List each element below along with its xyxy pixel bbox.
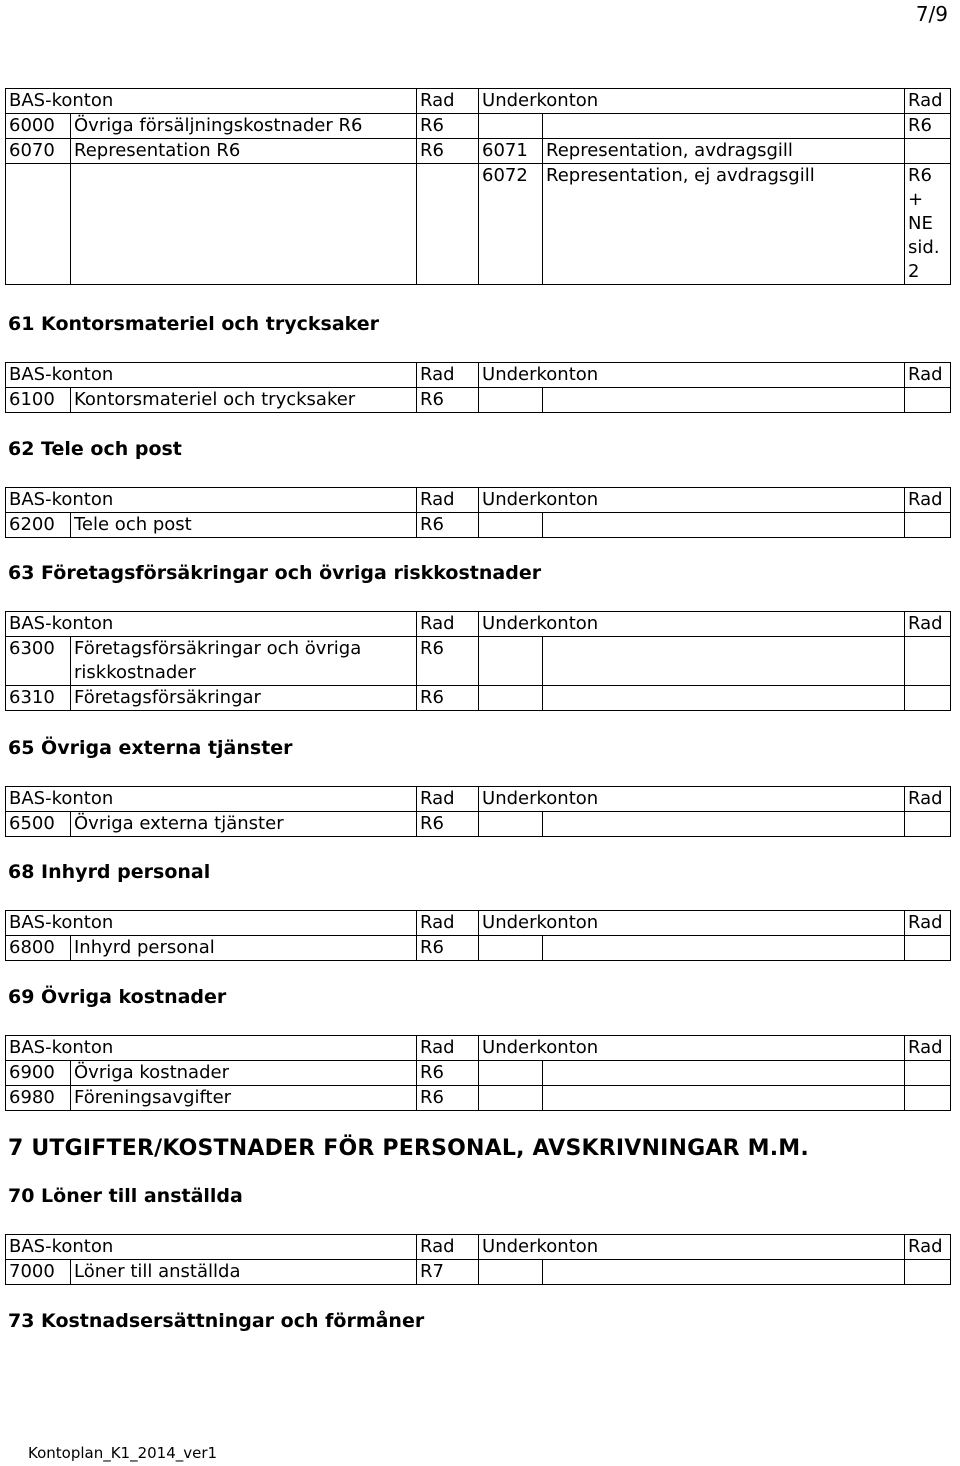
table-header-row [6,363,951,388]
rad-value [417,164,479,285]
col-header-bas-konton: BAS-konton [6,1235,417,1260]
subaccount-name: Representation, ej avdragsgill [543,164,905,285]
subaccount-rad [905,1061,951,1086]
subaccount-name [543,1086,905,1111]
account-number: 6070 [6,139,71,164]
account-number: 6500 [6,812,71,837]
account-name: Företagsförsäkringar och övriga riskkostnader [71,637,417,686]
page-number: 7/9 [915,2,948,26]
col-header-underkonton: Underkonton [479,911,905,936]
subaccount-name [543,812,905,837]
table-header-row [6,1036,951,1061]
rad-value: R6 [417,812,479,837]
subaccount-rad [905,388,951,413]
account-number: 6980 [6,1086,71,1111]
account-table [5,786,951,837]
table-63 [5,611,950,711]
table-header-row [6,488,951,513]
account-table [5,1035,951,1111]
col-header-underkonton: Underkonton [479,612,905,637]
col-header-underkonton: Underkonton [479,787,905,812]
table-68 [5,910,950,961]
rad-value: R6 [417,637,479,686]
col-header-rad: Rad [417,1235,479,1260]
heading-63: 63 Företagsförsäkringar och övriga riskkostnader [8,562,542,584]
account-name: Inhyrd personal [71,936,417,961]
subaccount-number [479,1061,543,1086]
subaccount-number [479,812,543,837]
col-header-bas-konton: BAS-konton [6,911,417,936]
account-table [5,362,951,413]
table-row [6,1260,951,1285]
table-header-row [6,1235,951,1260]
col-header-bas-konton: BAS-konton [6,1036,417,1061]
table-row [6,513,951,538]
col-header-bas-konton: BAS-konton [6,89,417,114]
table-row [6,388,951,413]
col-header-underkonton: Underkonton [479,1036,905,1061]
subaccount-number [479,1086,543,1111]
account-number: 6100 [6,388,71,413]
rad-value: R6 [417,114,479,139]
account-number: 6200 [6,513,71,538]
subaccount-number [479,936,543,961]
subaccount-number [479,114,543,139]
subaccount-number: 6072 [479,164,543,285]
col-header-underkonton: Underkonton [479,488,905,513]
subaccount-number [479,637,543,686]
subaccount-number [479,686,543,711]
heading-61: 61 Kontorsmateriel och trycksaker [8,313,380,335]
col-header-rad: Rad [417,89,479,114]
subaccount-number [479,513,543,538]
subaccount-rad [905,513,951,538]
account-number: 6800 [6,936,71,961]
table-header-row [6,612,951,637]
subaccount-rad: R6+ NE sid. 2 [905,164,951,285]
table-row [6,637,951,686]
col-header-rad: Rad [417,612,479,637]
account-number: 7000 [6,1260,71,1285]
col-header-bas-konton: BAS-konton [6,488,417,513]
col-header-rad: Rad [417,488,479,513]
account-table [5,1234,951,1285]
account-name: Företagsförsäkringar [71,686,417,711]
col-header-rad-2: Rad [905,911,951,936]
subaccount-name [543,388,905,413]
account-name: Tele och post [71,513,417,538]
table-row [6,1086,951,1111]
subaccount-rad [905,139,951,164]
table-69 [5,1035,950,1111]
account-table [5,611,951,711]
account-name: Representation R6 [71,139,417,164]
col-header-rad-2: Rad [905,612,951,637]
table-row [6,139,951,164]
table-header-row [6,89,951,114]
subaccount-rad [905,1086,951,1111]
subaccount-name [543,1260,905,1285]
heading-65: 65 Övriga externa tjänster [8,737,293,759]
col-header-rad-2: Rad [905,363,951,388]
subaccount-rad [905,812,951,837]
subaccount-name [543,936,905,961]
table-row [6,936,951,961]
rad-value: R6 [417,1086,479,1111]
subaccount-number [479,388,543,413]
subaccount-number [479,1260,543,1285]
account-number: 6300 [6,637,71,686]
table-row [6,812,951,837]
table-65 [5,786,950,837]
subaccount-name [543,1061,905,1086]
rad-value: R6 [417,139,479,164]
account-number: 6900 [6,1061,71,1086]
table-header-row [6,911,951,936]
subaccount-name [543,114,905,139]
heading-62: 62 Tele och post [8,438,182,460]
col-header-bas-konton: BAS-konton [6,787,417,812]
heading-73: 73 Kostnadsersättningar och förmåner [8,1310,425,1332]
heading-section-7: 7 UTGIFTER/KOSTNADER FÖR PERSONAL, AVSKRIVNINGAR M.M. [8,1136,809,1161]
table-row [6,1061,951,1086]
col-header-underkonton: Underkonton [479,1235,905,1260]
rad-value: R6 [417,936,479,961]
rad-value: R6 [417,1061,479,1086]
subaccount-rad [905,1260,951,1285]
rad-value: R6 [417,513,479,538]
rad-value: R6 [417,686,479,711]
account-name: Övriga kostnader [71,1061,417,1086]
subaccount-name: Representation, avdragsgill [543,139,905,164]
col-header-rad-2: Rad [905,1036,951,1061]
subaccount-rad [905,637,951,686]
account-name [71,164,417,285]
rad-value: R6 [417,388,479,413]
account-table [5,487,951,538]
account-number: 6000 [6,114,71,139]
table-header-row [6,787,951,812]
col-header-rad-2: Rad [905,488,951,513]
subaccount-rad [905,936,951,961]
col-header-bas-konton: BAS-konton [6,612,417,637]
table-61 [5,362,950,413]
account-name: Kontorsmateriel och trycksaker [71,388,417,413]
account-table [5,88,951,285]
account-name: Övriga försäljningskostnader R6 [71,114,417,139]
table-row [6,114,951,139]
table-62 [5,487,950,538]
account-number: 6310 [6,686,71,711]
subaccount-number: 6071 [479,139,543,164]
heading-70: 70 Löner till anställda [8,1185,243,1207]
subaccount-rad: R6 [905,114,951,139]
col-header-rad-2: Rad [905,89,951,114]
footer-filename: Kontoplan_K1_2014_ver1 [28,1444,218,1462]
heading-68: 68 Inhyrd personal [8,861,211,883]
account-number [6,164,71,285]
table-row [6,164,951,285]
subaccount-rad [905,686,951,711]
table-row [6,686,951,711]
col-header-rad: Rad [417,1036,479,1061]
account-name: Löner till anställda [71,1260,417,1285]
col-header-rad-2: Rad [905,787,951,812]
account-table [5,910,951,961]
subaccount-name [543,686,905,711]
heading-69: 69 Övriga kostnader [8,986,227,1008]
subaccount-name [543,637,905,686]
col-header-underkonton: Underkonton [479,89,905,114]
subaccount-name [543,513,905,538]
col-header-rad-2: Rad [905,1235,951,1260]
account-name: Föreningsavgifter [71,1086,417,1111]
col-header-rad: Rad [417,911,479,936]
col-header-bas-konton: BAS-konton [6,363,417,388]
table-70 [5,1234,950,1285]
rad-value: R7 [417,1260,479,1285]
col-header-rad: Rad [417,787,479,812]
col-header-rad: Rad [417,363,479,388]
table-6000 [5,88,950,285]
col-header-underkonton: Underkonton [479,363,905,388]
account-name: Övriga externa tjänster [71,812,417,837]
